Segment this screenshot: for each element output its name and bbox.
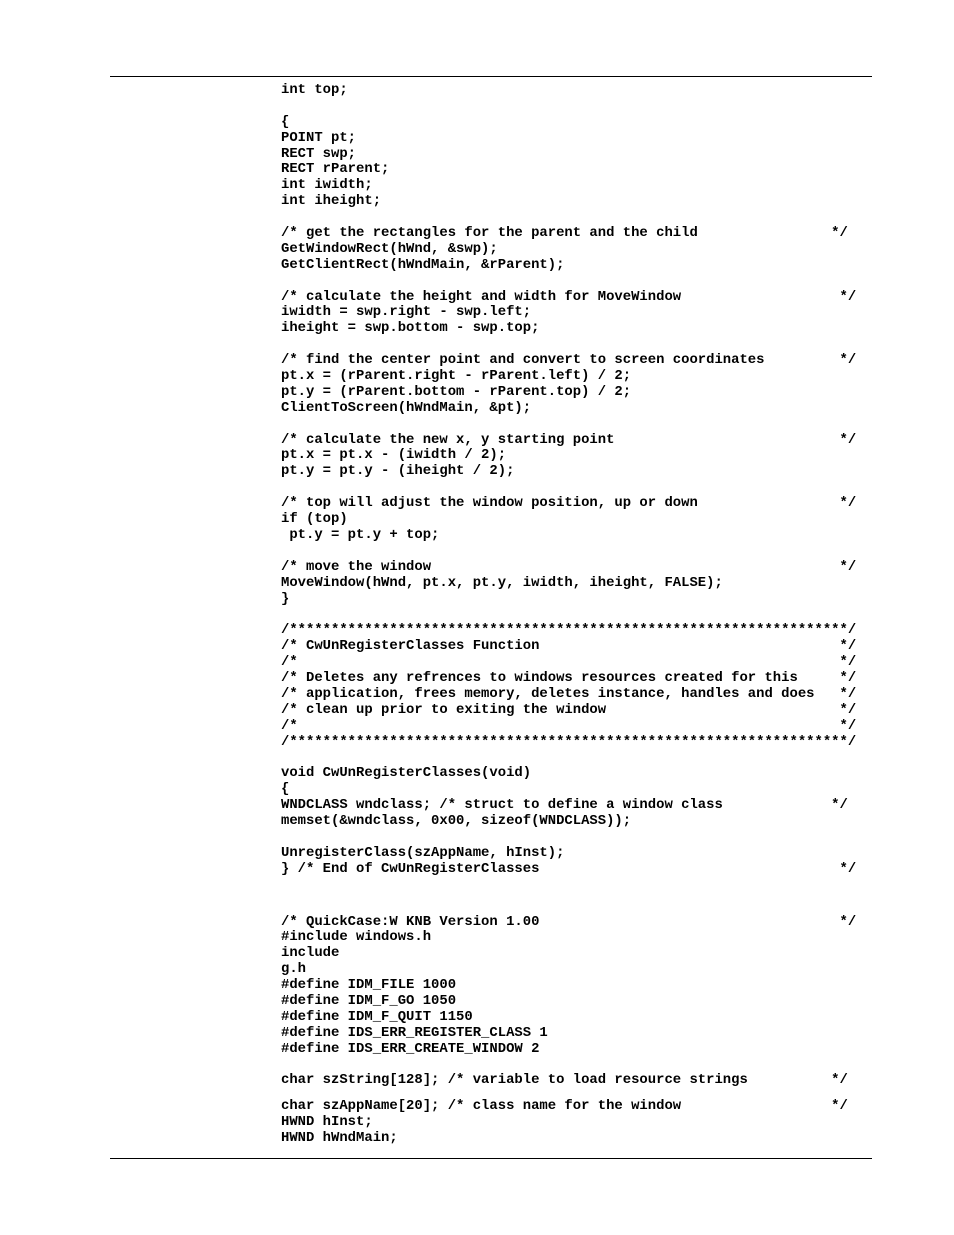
- code-line: } /* End of CwUnRegisterClasses */: [281, 860, 857, 877]
- blank-line: [281, 210, 881, 226]
- code-line: }: [281, 590, 290, 607]
- footer-rule: [110, 1158, 872, 1159]
- code-line: pt.y = pt.y - (iheight / 2);: [281, 463, 515, 480]
- code-line: /* */: [281, 654, 857, 671]
- blank-line: [281, 274, 881, 290]
- code-line: #define IDS_ERR_REGISTER_CLASS 1: [281, 1024, 548, 1041]
- blank-line: [281, 417, 881, 433]
- code-line: MoveWindow(hWnd, pt.x, pt.y, iwidth, iheight, FALSE);: [281, 574, 723, 591]
- code-line: RECT rParent;: [281, 161, 390, 178]
- code-line: /* application, frees memory, deletes instance, handles and does */: [281, 685, 857, 702]
- code-line: void CwUnRegisterClasses(void): [281, 765, 532, 782]
- code-listing: [281, 83, 881, 1147]
- block-gap: [281, 878, 881, 915]
- code-line: GetWindowRect(hWnd, &swp);: [281, 240, 498, 257]
- blank-line: [281, 337, 881, 353]
- code-line: #define IDM_F_QUIT 1150: [281, 1008, 473, 1025]
- code-line: if (top): [281, 511, 348, 528]
- code-line: UnregisterClass(szAppName, hInst);: [281, 844, 565, 861]
- blank-line: [281, 544, 881, 560]
- code-line: RECT swp;: [281, 145, 357, 162]
- code-line: #define IDM_F_GO 1050: [281, 992, 457, 1009]
- code-line: int iwidth;: [281, 177, 373, 194]
- code-line: GetClientRect(hWndMain, &rParent);: [281, 256, 565, 273]
- code-line: iwidth = swp.right - swp.left;: [281, 304, 532, 321]
- code-line: pt.x = (rParent.right - rParent.left) / 2;: [281, 368, 632, 385]
- code-line: /* CwUnRegisterClasses Function */: [281, 638, 857, 655]
- code-line: /* get the rectangles for the parent and the child */: [281, 225, 848, 242]
- code-line: #define IDS_ERR_CREATE_WINDOW 2: [281, 1040, 540, 1057]
- code-line: {: [281, 113, 290, 130]
- code-line: /* move the window */: [281, 558, 857, 575]
- blank-line: [281, 1058, 881, 1074]
- code-line: /* calculate the new x, y starting point */: [281, 431, 857, 448]
- code-line: char szAppName[20]; /* class name for the window */: [281, 1097, 848, 1114]
- code-line: /* calculate the height and width for MoveWindow */: [281, 288, 857, 305]
- code-line: iheight = swp.bottom - swp.top;: [281, 320, 540, 337]
- code-line: ClientToScreen(hWndMain, &pt);: [281, 399, 532, 416]
- code-line: pt.y = (rParent.bottom - rParent.top) / 2;: [281, 383, 632, 400]
- code-line: include: [281, 945, 340, 962]
- code-line: char szString[128]; /* variable to load resource strings */: [281, 1072, 848, 1089]
- code-block-globals: [281, 1099, 881, 1147]
- code-line: /* */: [281, 717, 857, 734]
- blank-line: [281, 480, 881, 496]
- blank-line: [281, 750, 881, 766]
- code-line: pt.y = pt.y + top;: [281, 526, 440, 543]
- code-line: HWND hInst;: [281, 1113, 373, 1130]
- code-line: /*******************************************************************/: [281, 622, 857, 639]
- code-line: /* find the center point and convert to screen coordinates */: [281, 352, 857, 369]
- blank-line: [281, 830, 881, 846]
- code-line: memset(&wndclass, 0x00, sizeof(WNDCLASS));: [281, 812, 632, 829]
- blank-line: [281, 607, 881, 623]
- code-line: /* QuickCase:W KNB Version 1.00 */: [281, 913, 857, 930]
- code-line: int iheight;: [281, 193, 382, 210]
- code-line: #include windows.h: [281, 929, 432, 946]
- code-line: HWND hWndMain;: [281, 1129, 398, 1146]
- code-line: /*******************************************************************/: [281, 733, 857, 750]
- code-line: WNDCLASS wndclass; /* struct to define a window class */: [281, 797, 848, 814]
- code-line: g.h: [281, 961, 307, 978]
- header-rule: [110, 76, 872, 77]
- blank-line: [281, 99, 881, 115]
- code-line: POINT pt;: [281, 129, 357, 146]
- code-line: /* Deletes any refrences to windows resources created for this */: [281, 669, 857, 686]
- code-line: pt.x = pt.x - (iwidth / 2);: [281, 447, 507, 464]
- code-line: #define IDM_FILE 1000: [281, 977, 457, 994]
- code-line: /* clean up prior to exiting the window */: [281, 701, 857, 718]
- code-line: {: [281, 781, 290, 798]
- code-line: int top;: [281, 82, 348, 98]
- code-block-defines: [281, 915, 881, 1090]
- code-block-cwcenter-body: [281, 83, 881, 878]
- code-line: /* top will adjust the window position, up or down */: [281, 495, 857, 512]
